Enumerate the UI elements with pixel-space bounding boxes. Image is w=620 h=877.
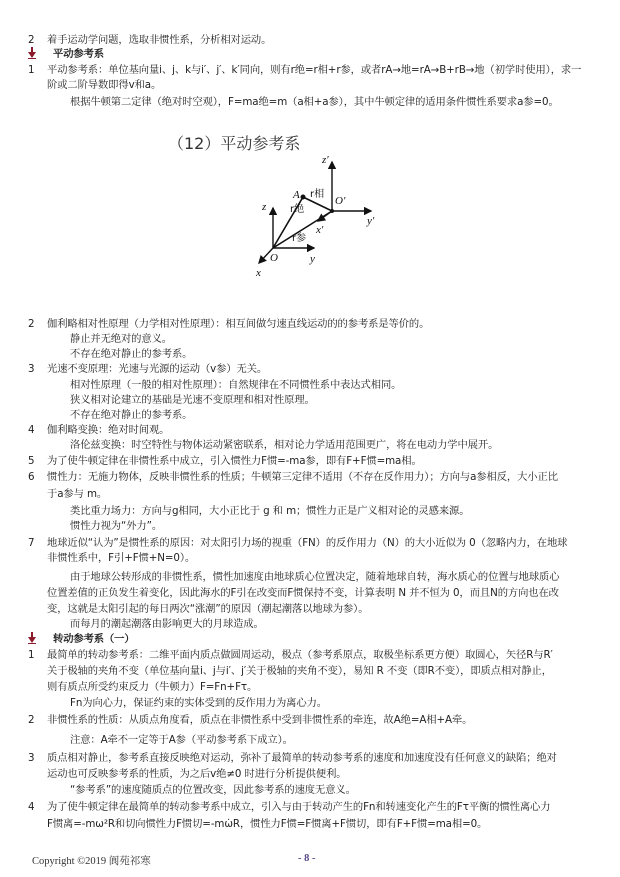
page-number: - 8 -	[298, 853, 316, 864]
item-text: 由于地球公转形成的非惯性系，惯性加速度由地球质心位置决定，随着地球自转，海水质心的位置与地球质心	[70, 571, 560, 583]
item-text: 阶或二阶导数即得v和a。	[47, 79, 162, 91]
item-number: 3	[28, 363, 35, 375]
item-text: F惯离=-mω²R和切向惯性力F惯切=-mω̇R，惯性力F惯=F惯离+F惯切，即有F+F惯=ma相=0。	[47, 818, 488, 830]
item-number: 5	[28, 455, 35, 467]
item-number: 2	[28, 318, 35, 330]
heading-text: 平动参考系	[53, 48, 104, 60]
axis-label-z: z	[262, 201, 267, 213]
item-number: 7	[28, 537, 35, 549]
item-text: 洛伦兹变换：时空特性与物体运动紧密联系，相对论力学适用范围更广，将在电动力学中展开。	[70, 439, 499, 451]
origin-prime-label: O′	[335, 195, 346, 207]
item-text: 狭义相对论建立的基础是光速不变原理和相对性原理。	[70, 394, 315, 406]
point-a-label: A	[293, 189, 300, 201]
reference-frame-diagram	[240, 150, 400, 280]
item-number: 3	[28, 752, 35, 764]
item-text: 运动也可反映参考系的性质，为之后v绝≠0 时进行分析提供便利。	[47, 768, 347, 780]
item-text: 伽利略变换：绝对时间观。	[47, 424, 170, 436]
item-text: 平动参考系：单位基向量i、j、k与i′、j′、k′同向，则有r绝=r相+r参，或者rA→地=rA→B+rB→地（初学时使用），求一	[47, 64, 582, 76]
item-text: 变，这就是太阳引起的每日两次“涨潮”的原因（潮起潮落以地球为参）。	[47, 603, 369, 615]
item-text: 关于极轴的夹角不变（单位基向量i、j与i′、j′关于极轴的夹角不变），易知 R 不变（即R不变），即质点相对静止，	[47, 665, 552, 677]
item-text: 为了使牛顿定律在最简单的转动参考系中成立，引入与由于转动产生的Fn和转速变化产生的Fτ平衡的惯性离心力	[47, 801, 551, 813]
item-text: 注意：A牵不一定等于A参（平动参考系下成立）。	[70, 734, 293, 746]
item-number: 4	[28, 424, 35, 436]
item-text: 光速不变原理：光速与光源的运动（v参）无关。	[47, 363, 268, 375]
item-text: 于a参与 m。	[47, 488, 108, 500]
item-text: 而每月的潮起潮落由影响更大的月球造成。	[70, 618, 264, 630]
item-text: 不存在绝对静止的参考系。	[70, 409, 193, 421]
item-text: 根据牛顿第二定律（绝对时空观），F=ma绝=m（a相+a参），其中牛顿定律的适用条件惯性系要求a参=0。	[70, 96, 559, 108]
item-number: 4	[28, 801, 35, 813]
item-text: 着手运动学问题，选取非惯性系，分析相对运动。	[47, 34, 272, 46]
item-text: 伽利略相对性原理（力学相对性原理）：相互间做匀速直线运动的的参考系是等价的。	[47, 318, 430, 330]
item-text: 非惯性系的性质：从质点角度看，质点在非惯性系中受到非惯性系的牵连，故A绝=A相+A牵。	[47, 714, 473, 726]
vector-r-rel-label: r相	[310, 189, 325, 200]
item-text: “参考系”的速度随质点的位置改变，因此参考系的速度无意义。	[70, 784, 356, 796]
item-number: 2	[28, 714, 35, 726]
vector-r-abs-label: r绝	[290, 204, 305, 215]
item-text: 不存在绝对静止的参考系。	[70, 348, 193, 360]
axis-label-xp: x′	[316, 224, 324, 236]
figure-title: （12）平动参考系	[168, 134, 301, 153]
item-number: 6	[28, 471, 35, 483]
item-text: 最简单的转动参考系：二维平面内质点做圆周运动，极点（参考系原点，取极坐标系更方便）取圆心，矢径R与R′	[47, 649, 553, 661]
item-text: 静止并无绝对的意义。	[70, 333, 172, 345]
item-text: 非惯性系中，F引+F惯+N=0）。	[47, 552, 196, 564]
item-text: 惯性力：无施力物体，反映非惯性系的性质；牛顿第三定律不适用（不存在反作用力）；方向与a参相反，大小正比	[47, 471, 558, 483]
axis-label-y: y	[310, 253, 315, 265]
origin-label: O	[270, 252, 278, 264]
item-text: Fn为向心力，保证约束的实体受到的反作用力为离心力。	[70, 697, 327, 709]
axis-label-yp: y′	[367, 215, 375, 227]
bullet-arrow-icon	[27, 47, 37, 59]
bullet-arrow-icon	[27, 632, 37, 644]
axis-label-zp: z′	[322, 154, 329, 166]
item-text: 相对性原理（一般的相对性原理）：自然规律在不同惯性系中表达式相同。	[70, 379, 402, 391]
item-text: 地球近似“认为”是惯性系的原因：对太阳引力场的视重（FN）的反作用力（N）的大小近似为 0（忽略内力，在地球	[47, 537, 568, 549]
item-number: 1	[28, 649, 35, 661]
item-text: 类比重力场力：方向与g相同，大小正比于 g 和 m；惯性力正是广义相对论的灵感来源。	[70, 505, 470, 517]
axis-label-x: x	[256, 267, 261, 279]
heading-text: 转动参考系（一）	[53, 633, 135, 645]
footer-copyright: Copyright ©2019 阆苑祁寒	[32, 856, 151, 867]
item-text: 则有质点所受约束反力（牛顿力）F=Fn+Fτ。	[47, 681, 258, 693]
item-number: 1	[28, 64, 35, 76]
item-number: 2	[28, 34, 35, 46]
item-text: 位置差值的正负发生着变化，因此海水的F引在改变而F惯保持不变，计算表明 N 并不恒为 0，而且N的方向也在改	[47, 587, 559, 599]
item-text: 为了使牛顿定律在非惯性系中成立，引入惯性力F惯=-ma参，即有F+F惯=ma相。	[47, 455, 422, 467]
item-text: 质点相对静止，参考系直接反映绝对运动，弥补了最简单的转动参考系的速度和加速度没有任何意义的缺陷；绝对	[47, 752, 557, 764]
vector-r-frame-label: r参	[292, 233, 307, 244]
item-text: 惯性力视为“外力”。	[70, 520, 163, 532]
